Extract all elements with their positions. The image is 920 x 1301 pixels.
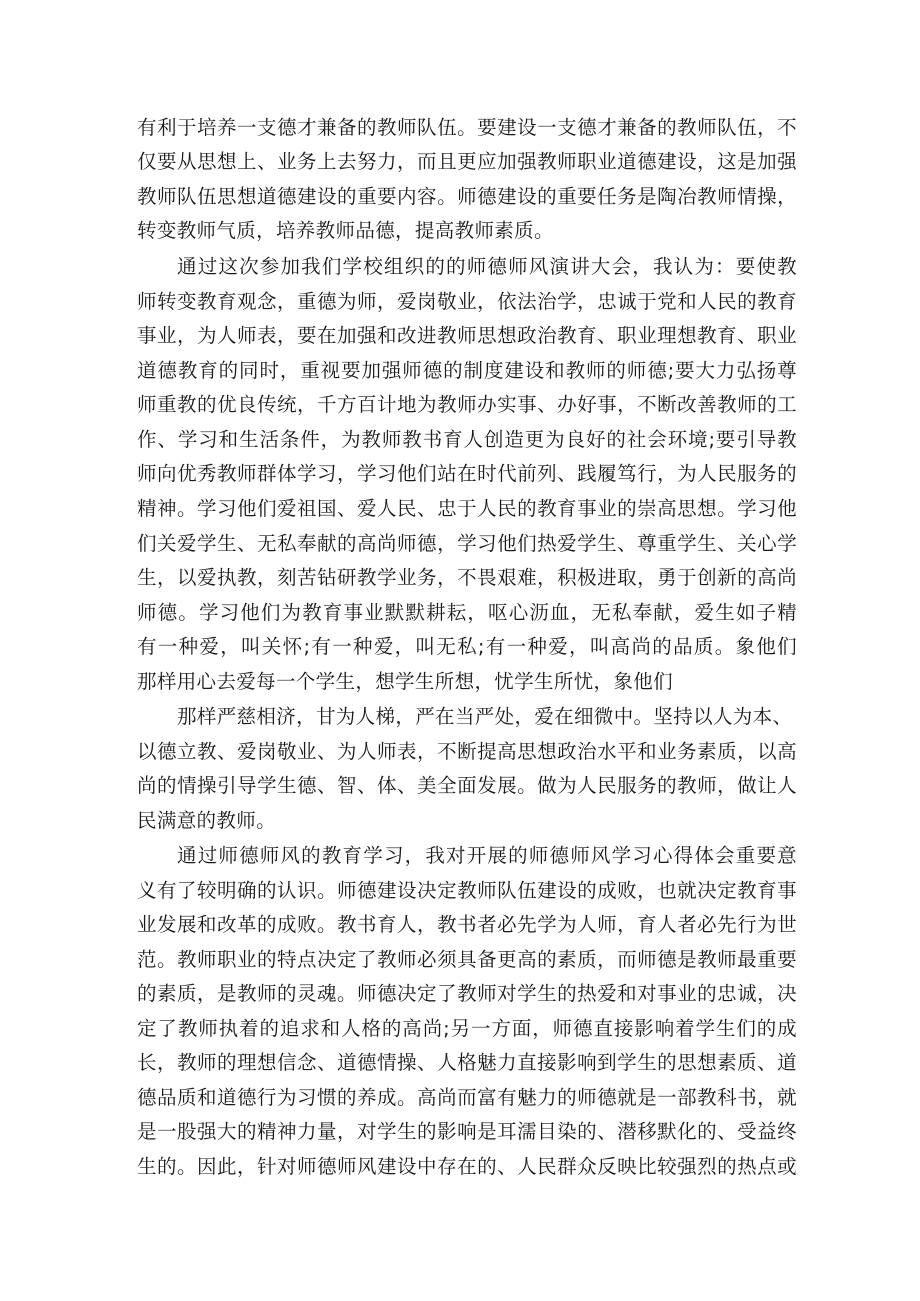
text-line: 义有了较明确的认识。师德建设决定教师队伍建设的成败，也就决定教育事 — [137, 879, 797, 902]
text-line: 业发展和改革的成败。教书育人，教书者必先学为人师，育人者必先行为世 — [137, 913, 797, 936]
text-line: 教师队伍思想道德建设的重要内容。师德建设的重要任务是陶冶教师情操， — [137, 185, 797, 208]
text-line: 有一种爱，叫关怀;有一种爱，叫无私;有一种爱，叫高尚的品质。象他们 — [137, 635, 797, 658]
text-line: 们关爱学生、无私奉献的高尚师德，学习他们热爱学生、尊重学生、关心学 — [137, 532, 797, 555]
text-line: 那样用心去爱每一个学生，想学生所想，忧学生所忧，象他们 — [137, 670, 673, 693]
text-line: 生，以爱执教，刻苦钻研教学业务，不畏艰难，积极进取，勇于创新的高尚 — [137, 566, 797, 589]
text-line: 有利于培养一支德才兼备的教师队伍。要建设一支德才兼备的教师队伍，不 — [137, 116, 797, 139]
text-line: 长，教师的理想信念、道德情操、人格魅力直接影响到学生的思想素质、道 — [137, 1051, 797, 1074]
text-line: 以德立教、爱岗敬业、为人师表，不断提高思想政治水平和业务素质，以高 — [137, 740, 797, 763]
text-line: 师转变教育观念，重德为师，爱岗敬业，依法治学，忠诚于党和人民的教育 — [137, 290, 797, 313]
text-line: 事业，为人师表，要在加强和改进教师思想政治教育、职业理想教育、职业 — [137, 324, 797, 347]
text-line: 德品质和道德行为习惯的养成。高尚而富有魅力的师德就是一部教科书，就 — [137, 1086, 797, 1109]
text-line: 定了教师执着的追求和人格的高尚;另一方面，师德直接影响着学生们的成 — [137, 1017, 797, 1040]
text-line: 是一股强大的精神力量，对学生的影响是耳濡目染的、潜移默化的、受益终 — [137, 1120, 797, 1143]
text-line: 仅要从思想上、业务上去努力，而且更应加强教师职业道德建设，这是加强 — [137, 150, 797, 173]
text-line: 精神。学习他们爱祖国、爱人民、忠于人民的教育事业的崇高思想。学习他 — [137, 497, 797, 520]
text-line: 范。教师职业的特点决定了教师必须具备更高的素质，而师德是教师最重要 — [137, 948, 797, 971]
paragraph-start-line: 通过师德师风的教育学习，我对开展的师德师风学习心得体会重要意 — [177, 844, 797, 867]
text-line: 师向优秀教师群体学习，学习他们站在时代前列、践履笃行，为人民服务的 — [137, 462, 797, 485]
text-line: 民满意的教师。 — [137, 809, 276, 832]
text-line: 师重教的优良传统，千方百计地为教师办实事、办好事，不断改善教师的工 — [137, 393, 797, 416]
text-line: 作、学习和生活条件，为教师教书育人创造更为良好的社会环境;要引导教 — [137, 428, 797, 451]
text-line: 尚的情操引导学生德、智、体、美全面发展。做为人民服务的教师，做让人 — [137, 774, 797, 797]
text-line: 的素质，是教师的灵魂。师德决定了教师对学生的热爱和对事业的忠诚，决 — [137, 982, 797, 1005]
text-line: 师德。学习他们为教育事业默默耕耘，呕心沥血，无私奉献，爱生如子精 — [137, 601, 797, 624]
paragraph-start-line: 那样严慈相济，甘为人梯，严在当严处，爱在细微中。坚持以人为本、 — [177, 705, 793, 728]
text-line: 生的。因此，针对师德师风建设中存在的、人民群众反映比较强烈的热点或 — [137, 1155, 797, 1178]
text-line: 道德教育的同时，重视要加强师德的制度建设和教师的师德;要大力弘扬尊 — [137, 359, 797, 382]
text-line: 转变教师气质，培养教师品德，提高教师素质。 — [137, 219, 554, 242]
paragraph-start-line: 通过这次参加我们学校组织的的师德师风演讲大会，我认为：要使教 — [177, 255, 797, 278]
